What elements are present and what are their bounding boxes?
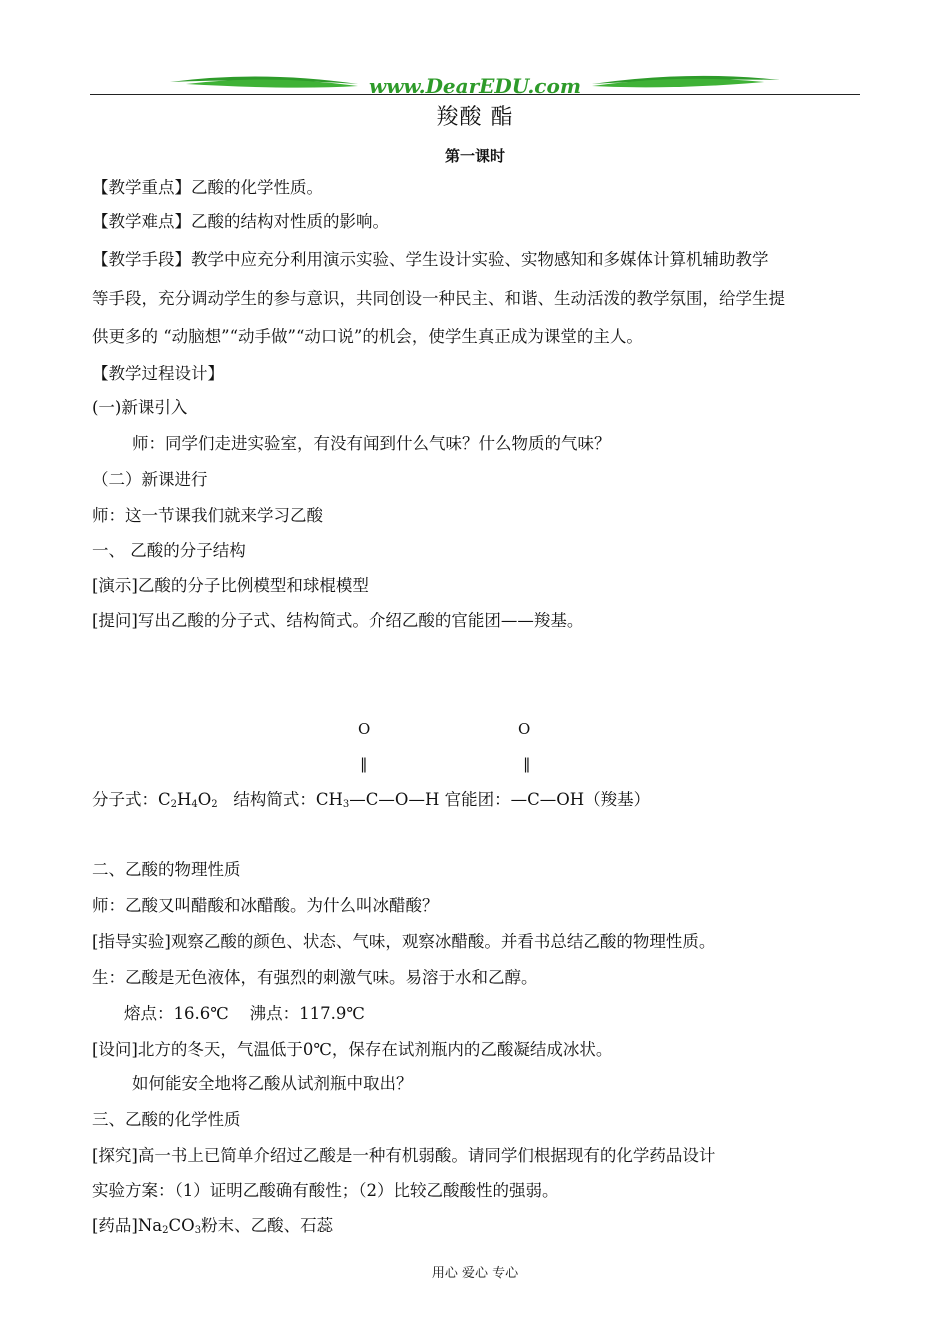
header-divider xyxy=(90,94,860,95)
page-title: 羧酸 酯 xyxy=(436,105,514,130)
section-heading: 三、乙酸的化学性质 xyxy=(92,1110,241,1129)
text-line: 一、 乙酸的分子结构 xyxy=(92,541,246,560)
text-line: 【教学重点】乙酸的化学性质。 xyxy=(92,178,323,197)
formula-h: H xyxy=(177,790,192,809)
text-line: 【教学难点】乙酸的结构对性质的影响。 xyxy=(92,212,389,231)
subscript: 3 xyxy=(342,799,350,810)
text-line: 师：这一节课我们就来学习乙酸 xyxy=(92,506,323,525)
text-line: 师：同学们走进实验室，有没有闻到什么气味？什么物质的气味？ xyxy=(132,434,611,453)
text-line: （二）新课进行 xyxy=(92,470,208,489)
subscript: 2 xyxy=(211,799,218,810)
text-line: (一)新课引入 xyxy=(92,398,188,417)
molecular-formula-label: 分子式：C xyxy=(92,790,171,809)
text-line: [演示]乙酸的分子比例模型和球棍模型 xyxy=(92,576,369,595)
formula-double-bond-1: ‖ xyxy=(360,755,368,773)
text-line xyxy=(92,1218,333,1236)
logo-text: www.DearEDU.com xyxy=(368,74,582,98)
subscript: 4 xyxy=(191,799,198,810)
text-line: 师：乙酸又叫醋酸和冰醋酸。为什么叫冰醋酸？ xyxy=(92,896,439,915)
text-line: [探究]高一书上已简单介绍过乙酸是一种有机弱酸。请同学们根据现有的化学药品设计 xyxy=(92,1146,716,1165)
section-heading: 二、乙酸的物理性质 xyxy=(92,860,241,879)
formula-line xyxy=(92,792,650,810)
text-line: [设问]北方的冬天，气温低于0℃，保存在试剂瓶内的乙酸凝结成冰状。 xyxy=(92,1040,613,1059)
subscript: 2 xyxy=(162,1225,169,1236)
text-line: 供更多的 “动脑想”“动手做”“动口说”的机会，使学生真正成为课堂的主人。 xyxy=(92,327,643,346)
formula-o: O xyxy=(197,790,212,809)
page-subtitle: 第一课时 xyxy=(444,147,505,165)
text-line: 【教学过程设计】 xyxy=(92,364,224,383)
text-line: [指导实验]观察乙酸的颜色、状态、气味，观察冰醋酸。并看书总结乙酸的物理性质。 xyxy=(92,932,716,951)
drug-co: CO xyxy=(168,1216,195,1235)
formula-double-bond-2: ‖ xyxy=(523,755,531,773)
subscript: 3 xyxy=(194,1225,202,1236)
header-logo-banner xyxy=(90,68,860,102)
text-line: 熔点：16.6℃ 沸点：117.9℃ xyxy=(124,1004,365,1023)
text-line: 生：乙酸是无色液体，有强烈的刺激气味。易溶于水和乙醇。 xyxy=(92,968,538,987)
text-line: [提问]写出乙酸的分子式、结构简式。介绍乙酸的官能团——羧基。 xyxy=(92,611,584,630)
text-line: 如何能安全地将乙酸从试剂瓶中取出？ xyxy=(132,1074,413,1093)
formula-oxygen-2: O xyxy=(518,720,531,738)
text-line: 实验方案：（1）证明乙酸确有酸性；（2）比较乙酸酸性的强弱。 xyxy=(92,1181,559,1200)
drug-prefix: [药品]Na xyxy=(92,1216,163,1235)
structural-formula-label: 结构简式：CH xyxy=(217,790,343,809)
text-line: 等手段，充分调动学生的参与意识，共同创设一种民主、和谐、生动活泼的教学氛围，给学生提 xyxy=(92,289,785,308)
formula-oxygen-1: O xyxy=(358,720,371,738)
text-line: 【教学手段】教学中应充分利用演示实验、学生设计实验、实物感知和多媒体计算机辅助教学 xyxy=(92,250,769,269)
structural-formula-rest: —C—O—H 官能团：—C—OH（羧基） xyxy=(349,790,651,809)
subscript: 2 xyxy=(170,799,177,810)
page-footer: 用心 爱心 专心 xyxy=(431,1266,519,1281)
drug-rest: 粉末、乙酸、石蕊 xyxy=(201,1216,334,1235)
